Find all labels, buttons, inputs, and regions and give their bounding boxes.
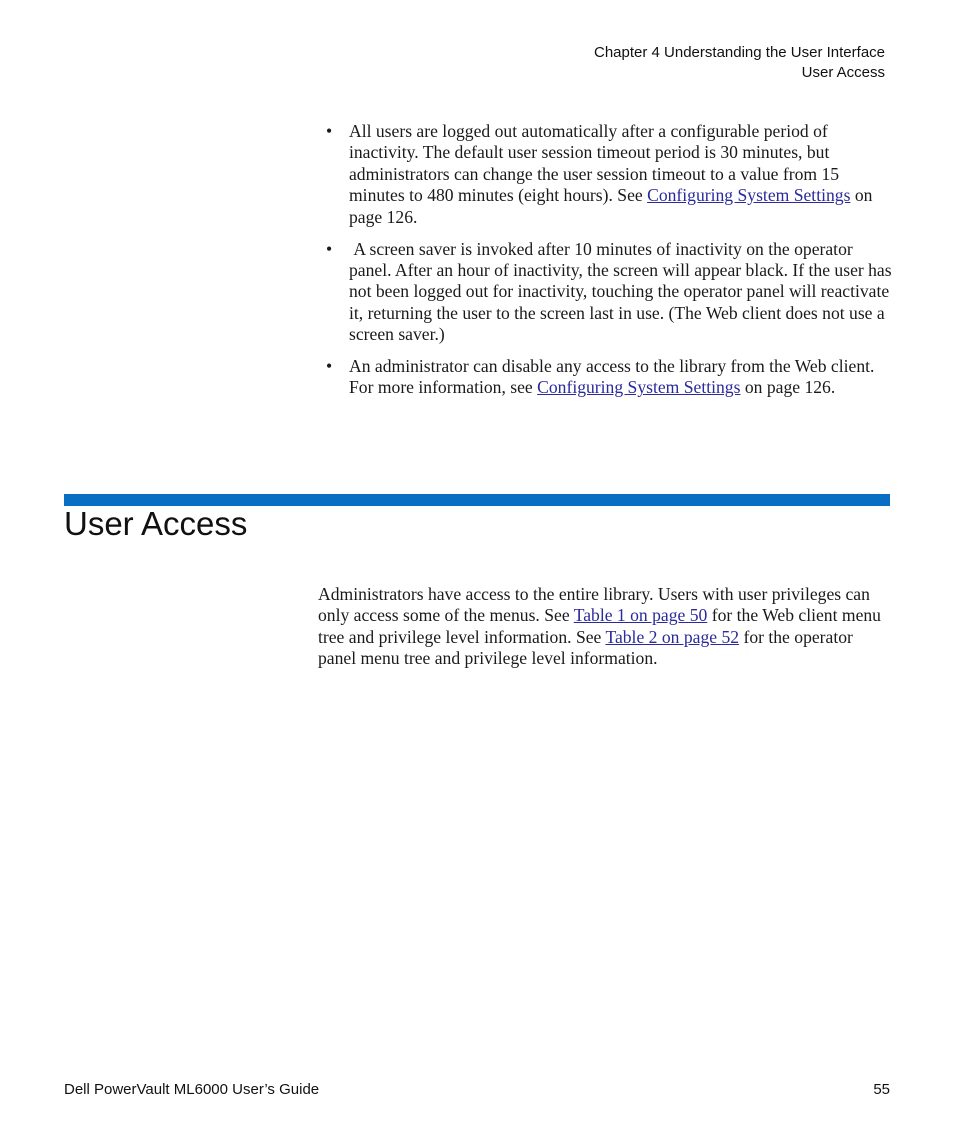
paragraph-text: for the Web client menu tree and privilege level information. See: [318, 605, 881, 647]
bullet-marker: •: [326, 356, 333, 377]
bullet-text: All users are logged out automatically after a configurable period of inactivity. The default user session timeout period is 30 minutes, but administrators can change the user session timeout to a value from 15 minutes to 480 minutes (eight hours). See: [349, 121, 840, 206]
running-header: [594, 43, 885, 83]
paragraph-text: for the operator panel menu tree and privilege level information.: [318, 626, 853, 669]
link-configuring-system-settings[interactable]: Configuring System Settings: [647, 185, 851, 206]
page-number: 55: [873, 1081, 890, 1098]
header-section: User Access: [801, 64, 885, 81]
bullet-item-web-access: [326, 356, 892, 399]
bullet-marker: •: [326, 121, 333, 141]
link-table-1[interactable]: Table 1 on page 50: [573, 605, 708, 626]
section-paragraph: [318, 584, 893, 670]
section-heading: User Access: [64, 505, 248, 542]
bullet-text: on page 126.: [740, 377, 836, 398]
bullet-list: [326, 121, 896, 409]
footer-title: Dell PowerVault ML6000 User’s Guide: [64, 1081, 320, 1098]
bullet-text: A screen saver is invoked after 10 minutes of inactivity on the operator panel. After an hour of inactivity, the screen will appear black. If the user has not been logged out for inactivity, touching the operator panel will reactivate it, returning the user to the screen last in use. (The Web client does not use a screen saver.): [349, 238, 896, 345]
bullet-text: on page 126.: [349, 185, 873, 227]
bullet-text: An administrator can disable any access to the library from the Web client. For more information, see: [349, 356, 875, 398]
header-chapter: Chapter 4 Understanding the User Interface: [594, 44, 885, 61]
bullet-item-session-timeout: [326, 121, 892, 228]
paragraph-text: Administrators have access to the entire library. Users with user privileges can only access some of the menus. See: [318, 584, 870, 626]
link-table-2[interactable]: Table 2 on page 52: [605, 626, 740, 647]
bullet-item-screen-saver: [326, 238, 896, 346]
page-footer: [64, 1080, 890, 1100]
link-configuring-system-settings[interactable]: Configuring System Settings: [537, 377, 741, 398]
bullet-marker: •: [326, 238, 333, 259]
